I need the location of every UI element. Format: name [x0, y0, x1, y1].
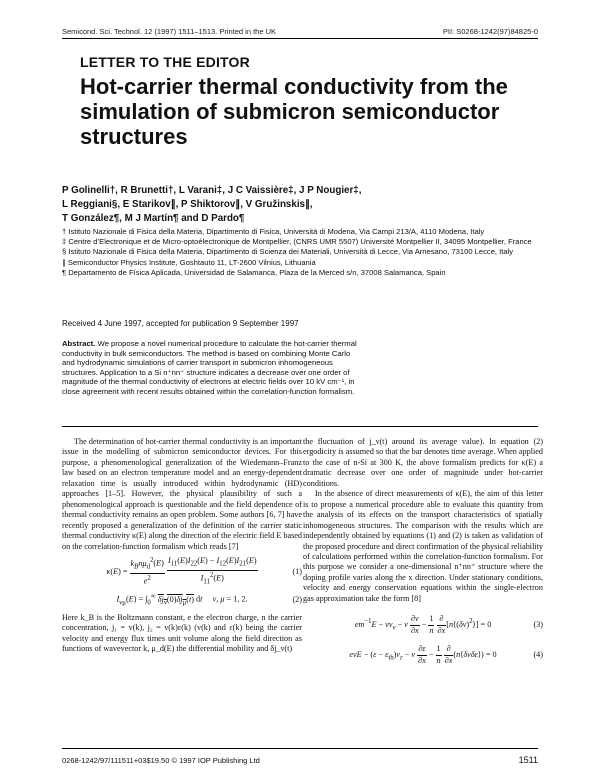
authors-line-2: L Reggiani§, E Starikov∥, P Shiktorov∥, V Gružinskis∥, [62, 199, 313, 210]
pii-header: PII: S0268-1242(97)84825-0 [442, 27, 538, 36]
equation-number: (2) [292, 595, 302, 605]
affiliation: † Istituto Nazionale di Fisica della Materia, Dipartimento di Fisica, Università di Modena, Via Campi 213/A, 4110 Modena, Italy [62, 227, 485, 236]
equation-2: $I_{\nu\mu}(E) = \int_0^\infty$ $\delta j_\nu(0)\delta j_\mu(t)$ dt ν, μ = 1, 2. (2) [116, 592, 302, 607]
equation-number: (1) [292, 566, 302, 576]
equation-number: (3) [533, 619, 543, 629]
body-rule [62, 426, 538, 427]
equation-3: $em^{-1}E - v\nu_v - v$ $\frac{\partial v}{\partial x}$ − $\frac{1}{n}$ $\frac{\partial}{\partial x}$ $[n⟨(\delta v)^2⟩] = 0$ (3) [354, 614, 543, 635]
letter-label: LETTER TO THE EDITOR [80, 54, 250, 70]
paragraph: the fluctuation of j_ν(t) around its average value). In equation (2) ergodicity is assumed so that the bar denotes time average. When applied to the case of n-Si at 300 K, the above formalism predicts for κ(E) a dramatic decrease over one order of magnitude under hot-carrier conditions. [303, 437, 543, 488]
affiliation: § Istituto Nazionale di Fisica della Materia, Dipartimento di Scienza dei Materiali, Università di Lecce, Via Arnesano, 73100 Lecce, Italy [62, 247, 514, 257]
equation-number: (4) [533, 649, 543, 659]
footer-rule [62, 748, 538, 749]
abstract-text: We propose a novel numerical procedure to calculate the hot-carrier thermal conductivity in bulk semiconductors. The method is based on combining Monte Carlo and hydrodynamic simulations of carrier transport in submicron inhomogeneous structures. Application to a Si n⁺nn⁺ structure indicates a decrease over one order of magnitude of the thermal conductivity of electrons at electric fields over 10 kV cm⁻¹, in close agreement with recent results obtained within the correlation-function formalism. [62, 339, 357, 396]
author-list [62, 184, 532, 226]
paragraph: In the absence of direct measurements of κ(E), the aim of this letter is to propose a numerical procedure able to evaluate this quantity from the analysis of its effects on the transport characteristics of spatially inhomogeneous structures. The comparison with the results which are independently obtained by equations (1) and (2) is taken as validation of the proposed procedure and direct confirmation of the physical reliability of calculations performed within the correlation-function formalism. For this purpose we consider a one-dimensional n⁺nn⁺ structure where the doping profile varies along the x direction. Under stationary conditions, velocity and energy conservation equations within the single-electron gas approximation take the form [8] [303, 489, 543, 603]
paragraph: Here k_B is the Boltzmann constant, e the electron charge, n the carrier concentration, j₁ = v(k), j₂ = v(k)ε(k) (v(k) and ε(k) being the carrier velocity and energy flux times unit volume along the field direction as functions of wavevector k, μ_d(E) the differential mobility and δj_ν(t) [62, 612, 302, 654]
equation-1: κ(E) = $\frac{k_Bn\mu_d^2(E)}{e^2}$ $\frac{I_{11}(E)I_{22}(E) - I_{12}(E)I_{21}(E)}{I_{11}^2(E)}$ (1) [106, 555, 302, 586]
paper-title: Hot-carrier thermal conductivity from the simulation of submicron semiconductor structures [80, 74, 508, 149]
right-column [303, 437, 543, 670]
affiliation: ¶ Departamento de Física Aplicada, Universidad de Salamanca, Plaza de la Merced s/n, 37008 Salamanca, Spain [62, 267, 446, 277]
authors-line-1: P Golinelli†, R Brunetti†, L Varani‡, J C Vaissière‡, J P Nougier‡, [62, 185, 362, 196]
paragraph: The determination of hot-carrier thermal conductivity is an important issue in the modelling of submicron semiconductor devices. For this purpose, a phenomenological generalization of the Wiedemann–Franz law based on an electron temperature model and an energy-dependent relaxation time is usually introduced within hydrodynamic (HD) approaches [1–5]. However, the physical plausibility of such a phenomenological approach is questionable and the field dependence of thermal conductivity remains an open problem. Some authors [6, 7] have recently proposed a generalization of the definition of the carrier static thermal conductivity κ(E) along the direction of the electric field E based on the correlation-function formalism which reads [7] [62, 437, 302, 551]
affiliation: ∥ Semiconductor Physics Institute, Goshtauto 11, LT-2600 Vilnius, Lithuania [62, 257, 316, 267]
abstract [62, 339, 362, 397]
left-column [62, 437, 302, 655]
copyright-footer: 0268-1242/97/111511+03$19.50 © 1997 IOP Publishing Ltd [62, 756, 260, 765]
equation-4: evE − $(\varepsilon - \varepsilon_{th})\nu_\varepsilon - v$ $\frac{\partial\varepsilon}{\partial x}$ − $\frac{1}{n}$ $\frac{\partial}{\partial x}$ (n⟨δvδε⟩) = 0 (4) [349, 644, 543, 665]
affiliation: ‡ Centre d’Electronique et de Micro-optoélectronique de Montpellier, (CNRS UMR 5507) Université Montpellier II, 34095 Montpellier, France [62, 237, 532, 247]
affiliations [62, 227, 532, 278]
authors-line-3: T González¶, M J Martín¶ and D Pardo¶ [62, 213, 245, 224]
journal-header: Semicond. Sci. Technol. 12 (1997) 1511–1513. Printed in the UK [62, 27, 277, 36]
received-dates: Received 4 June 1997, accepted for publication 9 September 1997 [62, 319, 299, 328]
abstract-label: Abstract. [62, 339, 96, 348]
header-rule [62, 38, 538, 39]
page-number: 1511 [518, 755, 538, 765]
